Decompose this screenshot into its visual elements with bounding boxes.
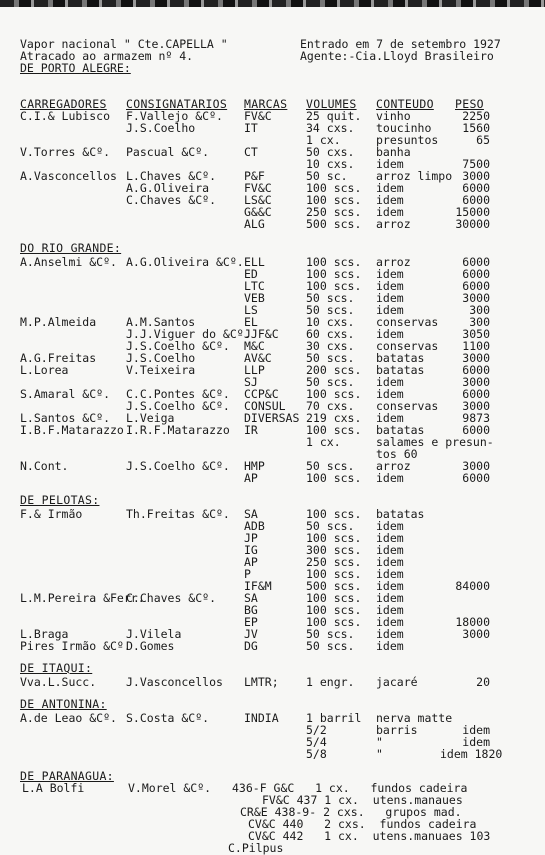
- row-shipper-cell: Pires Irmão &Cº.: [20, 639, 131, 653]
- row-volume-cell: 50 scs.: [306, 291, 355, 305]
- row-volume-cell: 30 cxs.: [306, 339, 355, 353]
- row-volume-cell: 1 cx.: [306, 435, 341, 449]
- row-volume-cell: 100 scs.: [306, 471, 362, 485]
- row-volume-cell: 50 sc.: [306, 169, 348, 183]
- row-content-cell: batatas: [376, 363, 425, 377]
- row-consignee-cell: Th.Freitas &Cº.: [126, 507, 230, 521]
- row-volume-cell: 250 scs.: [306, 205, 362, 219]
- col-header-shippers: CARREGADORES: [20, 97, 107, 111]
- row-volume-cell: 100 scs.: [306, 181, 362, 195]
- row-volume-cell: 100 scs.: [306, 279, 362, 293]
- row-weight-cell: 84000: [455, 579, 490, 593]
- row-shipper-cell: L.Santos &Cº.: [20, 411, 111, 425]
- row-volume-cell: 300 scs.: [306, 543, 362, 557]
- row-volume-cell: 500 scs.: [306, 579, 362, 593]
- row-weight-cell: 6000: [462, 279, 490, 293]
- row-content-cell: idem: [376, 157, 404, 171]
- row-weight-cell: 3000: [462, 459, 490, 473]
- row-consignee-cell: J.S.Coelho: [126, 121, 196, 135]
- row-weight-cell: idem: [462, 735, 490, 749]
- row-content-cell: idem: [376, 205, 404, 219]
- row-consignee-cell: J.S.Coelho &Cº.: [126, 339, 230, 353]
- row-mark-cell: AV&C: [244, 351, 272, 365]
- row-mark-cell: ALG: [244, 217, 265, 231]
- scan-top-edge: [0, 0, 545, 7]
- paranagua-line: CV&C 440 2 cxs. fundos cadeira: [248, 817, 477, 831]
- row-content-cell: toucinho: [376, 121, 432, 135]
- row-content-cell: idem: [376, 193, 404, 207]
- row-volume-cell: 50 scs.: [306, 627, 355, 641]
- col-header-consignees: CONSIGNATARIOS: [126, 97, 228, 111]
- entry-date: Entrado em 7 de setembro 1927: [300, 37, 501, 51]
- row-weight-cell: 65: [476, 133, 490, 147]
- row-weight-cell: 3000: [462, 627, 490, 641]
- row-content-cell: vinho: [376, 109, 411, 123]
- row-mark-cell: P: [244, 567, 251, 581]
- row-content-cell: presuntos: [376, 133, 439, 147]
- row-weight-cell: 6000: [462, 193, 490, 207]
- row-content-cell: idem: [376, 411, 404, 425]
- row-weight-cell: 300: [469, 303, 490, 317]
- row-content-cell: arroz: [376, 459, 411, 473]
- row-weight-cell: 3000: [462, 399, 490, 413]
- row-consignee-cell: S.Costa &Cº.: [126, 711, 210, 725]
- row-mark-cell: LLP: [244, 363, 265, 377]
- row-weight-cell: 6000: [462, 471, 490, 485]
- row-volume-cell: 50 scs.: [306, 375, 355, 389]
- row-volume-cell: 100 scs.: [306, 267, 362, 281]
- row-weight-cell: 15000: [455, 205, 490, 219]
- row-mark-cell: LS&C: [244, 193, 272, 207]
- row-volume-cell: 100 scs.: [306, 507, 362, 521]
- row-volume-cell: 500 scs.: [306, 217, 362, 231]
- row-content-cell: idem: [376, 519, 404, 533]
- row-mark-cell: CCP&C: [244, 387, 279, 401]
- row-consignee-cell: L.Veiga: [126, 411, 175, 425]
- row-volume-cell: 100 scs.: [306, 193, 362, 207]
- row-volume-cell: 100 scs.: [306, 615, 362, 629]
- row-consignee-cell: J.Vasconcellos: [126, 675, 223, 689]
- row-content-cell: ": [376, 735, 383, 749]
- row-content-cell: conservas: [376, 399, 439, 413]
- row-volume-cell: 5/8: [306, 747, 327, 761]
- row-content-cell: nerva matte: [376, 711, 453, 725]
- row-volume-cell: 100 scs.: [306, 603, 362, 617]
- row-weight-cell: 300: [469, 315, 490, 329]
- row-mark-cell: SJ: [244, 375, 258, 389]
- row-weight-cell: 3000: [462, 169, 490, 183]
- row-volume-cell: 50 cxs.: [306, 145, 355, 159]
- row-shipper-cell: F.& Irmão: [20, 507, 83, 521]
- row-mark-cell: VEB: [244, 291, 265, 305]
- row-content-cell: arroz: [376, 255, 411, 269]
- row-mark-cell: DG: [244, 639, 258, 653]
- row-weight-cell: 3000: [462, 351, 490, 365]
- paranagua-line: L.A Bolfi: [22, 781, 85, 795]
- row-weight-cell: 6000: [462, 181, 490, 195]
- row-content-cell: idem: [376, 579, 404, 593]
- row-shipper-cell: A.G.Freitas: [20, 351, 97, 365]
- row-mark-cell: IG: [244, 543, 258, 557]
- row-content-cell: idem: [376, 639, 404, 653]
- row-content-cell: idem: [376, 181, 404, 195]
- row-volume-cell: 10 cxs.: [306, 157, 355, 171]
- row-weight-cell: 30000: [455, 217, 490, 231]
- row-content-cell: batatas: [376, 351, 425, 365]
- row-mark-cell: ADB: [244, 519, 265, 533]
- row-volume-cell: 5/4: [306, 735, 327, 749]
- row-weight-cell: idem: [462, 723, 490, 737]
- row-weight-cell: 3000: [462, 291, 490, 305]
- row-consignee-cell: C.Chaves &Cº.: [126, 193, 217, 207]
- row-content-cell: salames e presun-: [376, 435, 494, 449]
- origin-heading: DE PORTO ALEGRE:: [20, 61, 131, 75]
- row-weight-cell: 9873: [462, 411, 490, 425]
- row-shipper-cell: A.Anselmi &Cº.: [20, 255, 117, 269]
- row-consignee-cell: L.Chaves &Cº.: [126, 169, 217, 183]
- col-header-marks: MARCAS: [244, 97, 288, 111]
- row-consignee-cell: J.Vilela: [126, 627, 182, 641]
- row-shipper-cell: C.I.& Lubisco: [20, 109, 111, 123]
- row-consignee-cell: V.Teixeira: [126, 363, 196, 377]
- row-mark-cell: SA: [244, 591, 258, 605]
- vessel-name: Vapor nacional " Cte.CAPELLA ": [20, 37, 228, 51]
- row-volume-cell: 34 cxs.: [306, 121, 355, 135]
- row-mark-cell: M&C: [244, 339, 265, 353]
- row-weight-cell: 2250: [462, 109, 490, 123]
- paranagua-line: C.Pilpus: [228, 841, 284, 855]
- row-mark-cell: DIVERSAS: [244, 411, 300, 425]
- row-volume-cell: 100 scs.: [306, 567, 362, 581]
- row-shipper-cell: L.Lorea: [20, 363, 69, 377]
- row-volume-cell: 100 scs.: [306, 591, 362, 605]
- section-heading: DE PARANAGUA:: [20, 769, 114, 783]
- row-volume-cell: 60 cxs.: [306, 327, 355, 341]
- row-consignee-cell: Pascual &Cº.: [126, 145, 210, 159]
- row-content-cell: idem: [376, 327, 404, 341]
- row-mark-cell: EP: [244, 615, 258, 629]
- row-content-cell: idem: [376, 291, 404, 305]
- berth-info: Atracado ao armazem nº 4.: [20, 49, 194, 63]
- row-volume-cell: 50 scs.: [306, 639, 355, 653]
- row-weight-cell: 1560: [462, 121, 490, 135]
- row-mark-cell: FV&C: [244, 181, 272, 195]
- row-mark-cell: IR: [244, 423, 258, 437]
- row-consignee-cell: J.S.Coelho: [126, 351, 196, 365]
- row-shipper-cell: L.M.Pereira &Ferr.: [20, 591, 145, 605]
- row-content-cell: idem: [376, 627, 404, 641]
- row-mark-cell: JJF&C: [244, 327, 279, 341]
- section-heading: DO RIO GRANDE:: [20, 241, 122, 255]
- paranagua-line: FV&C 437 1 cx. utens.manaues: [262, 793, 463, 807]
- row-mark-cell: IF&M: [244, 579, 272, 593]
- row-content-cell: idem: [376, 543, 404, 557]
- row-content-cell: idem: [376, 531, 404, 545]
- row-shipper-cell: Vva.L.Succ.: [20, 675, 97, 689]
- row-weight-cell: idem 1820: [440, 747, 503, 761]
- row-volume-cell: 50 scs.: [306, 303, 355, 317]
- row-mark-cell: AP: [244, 555, 258, 569]
- section-heading: DE ITAQUI:: [20, 661, 93, 675]
- row-mark-cell: LTC: [244, 279, 265, 293]
- row-content-cell: conservas: [376, 339, 439, 353]
- row-shipper-cell: M.P.Almeida: [20, 315, 97, 329]
- row-content-cell: idem: [376, 267, 404, 281]
- row-volume-cell: 219 cxs.: [306, 411, 362, 425]
- row-mark-cell: INDIA: [244, 711, 279, 725]
- agent-info: Agente:-Cia.Lloyd Brasileiro: [300, 49, 494, 63]
- row-mark-cell: JP: [244, 531, 258, 545]
- row-content-cell: jacaré: [376, 675, 418, 689]
- row-content-cell: idem: [376, 279, 404, 293]
- row-mark-cell: ED: [244, 267, 258, 281]
- row-mark-cell: CONSUL: [244, 399, 286, 413]
- row-mark-cell: HMP: [244, 459, 265, 473]
- row-content-cell: banha: [376, 145, 411, 159]
- row-consignee-cell: J.S.Coelho &Cº.: [126, 399, 230, 413]
- paranagua-line: 436-F G&C 1 cx. fundos cadeira: [232, 781, 468, 795]
- row-shipper-cell: A.Vasconcellos: [20, 169, 117, 183]
- row-consignee-cell: J.S.Coelho &Cº.: [126, 459, 230, 473]
- row-consignee-cell: A.M.Santos: [126, 315, 196, 329]
- row-content-cell: batatas: [376, 423, 425, 437]
- row-volume-cell: 100 scs.: [306, 255, 362, 269]
- row-content-cell: idem: [376, 615, 404, 629]
- row-content-cell: idem: [376, 567, 404, 581]
- row-consignee-cell: D.Gomes: [126, 639, 175, 653]
- row-weight-cell: 6000: [462, 255, 490, 269]
- row-volume-cell: 25 quit.: [306, 109, 362, 123]
- row-shipper-cell: N.Cont.: [20, 459, 69, 473]
- row-volume-cell: 200 scs.: [306, 363, 362, 377]
- row-mark-cell: IT: [244, 121, 258, 135]
- row-mark-cell: SA: [244, 507, 258, 521]
- paranagua-line: CV&C 442 1 cx. utens.manuaes 103: [248, 829, 491, 843]
- row-mark-cell: LS: [244, 303, 258, 317]
- row-weight-cell: 3050: [462, 327, 490, 341]
- row-shipper-cell: L.Braga: [20, 627, 69, 641]
- row-shipper-cell: V.Torres &Cº.: [20, 145, 111, 159]
- row-weight-cell: 6000: [462, 267, 490, 281]
- row-volume-cell: 100 scs.: [306, 387, 362, 401]
- section-heading: DE ANTONINA:: [20, 697, 107, 711]
- row-mark-cell: BG: [244, 603, 258, 617]
- section-heading: DE PELOTAS:: [20, 493, 100, 507]
- row-content-cell: tos 60: [376, 447, 418, 461]
- row-content-cell: conservas: [376, 315, 439, 329]
- row-content-cell: barris: [376, 723, 418, 737]
- row-mark-cell: P&F: [244, 169, 265, 183]
- row-weight-cell: 6000: [462, 363, 490, 377]
- row-consignee-cell: J.J.Viguer do &Cº.: [126, 327, 251, 341]
- row-content-cell: idem: [376, 387, 404, 401]
- row-content-cell: idem: [376, 555, 404, 569]
- row-volume-cell: 1 barril: [306, 711, 362, 725]
- row-volume-cell: 250 scs.: [306, 555, 362, 569]
- row-volume-cell: 50 scs.: [306, 351, 355, 365]
- col-header-contents: CONTEUDO: [376, 97, 434, 111]
- row-consignee-cell: C.Chaves &Cº.: [126, 591, 217, 605]
- row-content-cell: idem: [376, 591, 404, 605]
- row-mark-cell: JV: [244, 627, 258, 641]
- row-mark-cell: CT: [244, 145, 258, 159]
- row-mark-cell: ELL: [244, 255, 265, 269]
- row-weight-cell: 18000: [455, 615, 490, 629]
- row-weight-cell: 1100: [462, 339, 490, 353]
- row-weight-cell: 3000: [462, 375, 490, 389]
- row-volume-cell: 10 cxs.: [306, 315, 355, 329]
- row-volume-cell: 50 scs.: [306, 459, 355, 473]
- row-consignee-cell: A.G.Oliveira: [126, 181, 210, 195]
- row-shipper-cell: A.de Leao &Cº.: [20, 711, 117, 725]
- row-content-cell: ": [376, 747, 383, 761]
- row-volume-cell: 5/2: [306, 723, 327, 737]
- row-volume-cell: 70 cxs.: [306, 399, 355, 413]
- paranagua-line: CR&E 438-9- 2 cxs. grupos mad.: [240, 805, 462, 819]
- row-weight-cell: 7500: [462, 157, 490, 171]
- row-content-cell: idem: [376, 603, 404, 617]
- row-consignee-cell: F.Vallejo &Cº.: [126, 109, 223, 123]
- row-shipper-cell: S.Amaral &Cº.: [20, 387, 111, 401]
- row-consignee-cell: I.R.F.Matarazzo: [126, 423, 230, 437]
- row-weight-cell: 6000: [462, 423, 490, 437]
- row-content-cell: idem: [376, 471, 404, 485]
- row-mark-cell: AP: [244, 471, 258, 485]
- row-consignee-cell: A.G.Oliveira &Cº.: [126, 255, 244, 269]
- row-weight-cell: 20: [476, 675, 490, 689]
- row-content-cell: idem: [376, 303, 404, 317]
- row-volume-cell: 100 scs.: [306, 423, 362, 437]
- row-content-cell: idem: [376, 375, 404, 389]
- row-weight-cell: 6000: [462, 387, 490, 401]
- row-volume-cell: 50 scs.: [306, 519, 355, 533]
- row-content-cell: batatas: [376, 507, 425, 521]
- row-volume-cell: 100 scs.: [306, 531, 362, 545]
- row-mark-cell: FV&C: [244, 109, 272, 123]
- row-consignee-cell: C.C.Pontes &Cº.: [126, 387, 230, 401]
- row-content-cell: arroz: [376, 217, 411, 231]
- row-volume-cell: 1 cx.: [306, 133, 341, 147]
- row-shipper-cell: I.B.F.Matarazzo: [20, 423, 124, 437]
- row-mark-cell: G&&C: [244, 205, 272, 219]
- col-header-volumes: VOLUMES: [306, 97, 357, 111]
- row-mark-cell: LMTR;: [244, 675, 279, 689]
- paranagua-line: V.Morel &Cº.: [128, 781, 212, 795]
- row-volume-cell: 1 engr.: [306, 675, 355, 689]
- row-content-cell: arroz limpo: [376, 169, 453, 183]
- col-header-weight: PESO: [455, 97, 484, 111]
- row-mark-cell: EL: [244, 315, 258, 329]
